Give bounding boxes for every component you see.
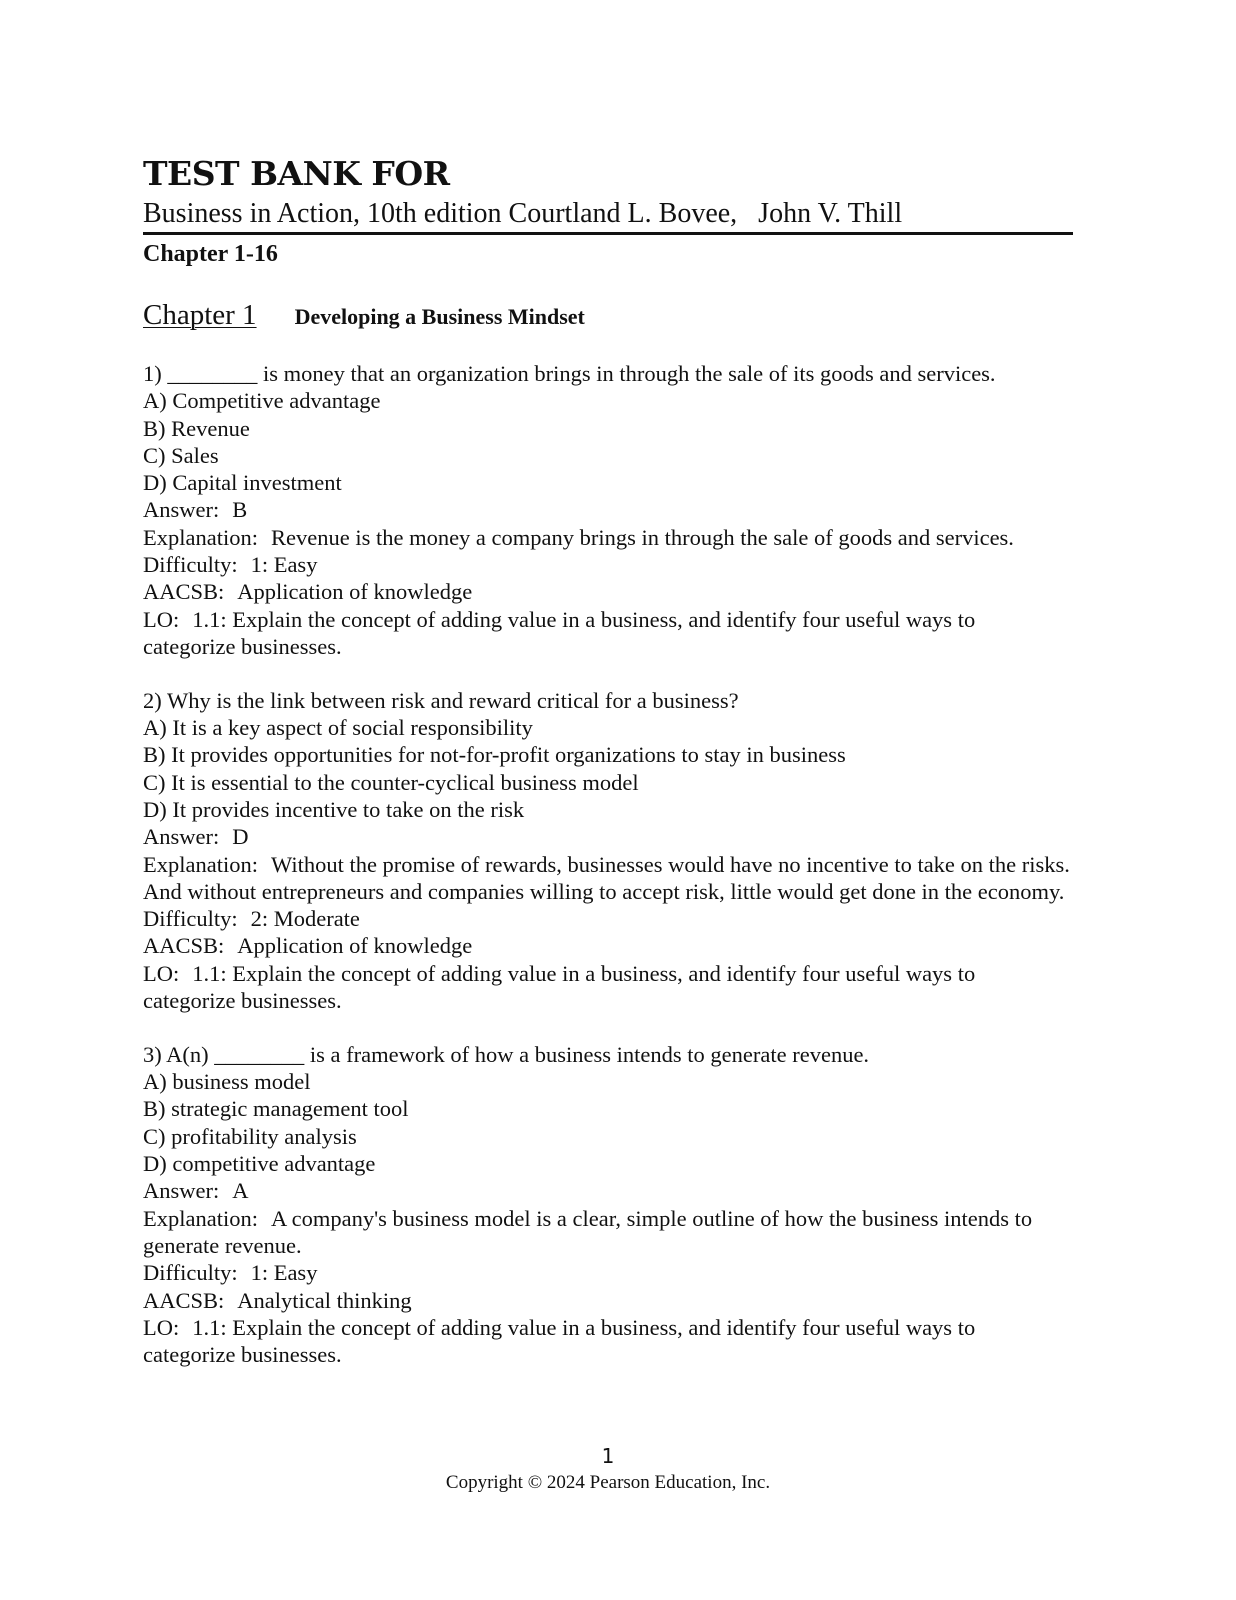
lo-label: LO:: [143, 1314, 180, 1340]
difficulty-label: Difficulty:: [143, 552, 238, 578]
aacsb-value: Application of knowledge: [237, 933, 473, 959]
explanation-label: Explanation:: [143, 851, 258, 877]
page-number: 1: [601, 1444, 615, 1468]
aacsb-label: AACSB:: [143, 1287, 225, 1313]
answer-line: [143, 1177, 1073, 1204]
question-stem: 1) ________ is money that an organization brings in through the sale of its goods and services.: [143, 361, 996, 386]
chapter-number: Chapter 1: [143, 299, 257, 331]
answer-line: [143, 496, 1073, 523]
difficulty-line: [143, 905, 1073, 932]
lo-label: LO:: [143, 606, 180, 632]
lo-line: [143, 960, 1073, 1015]
difficulty-line: [143, 1259, 1073, 1286]
question-stem: 3) A(n) ________ is a framework of how a business intends to generate revenue.: [143, 1041, 870, 1067]
chapter-heading: [143, 296, 585, 339]
aacsb-label: AACSB:: [143, 579, 225, 605]
answer-value: A: [232, 1178, 249, 1204]
book-subtitle: Business in Action, 10th edition Courtland L. Bovee, John V. Thill: [143, 196, 1073, 235]
document-title: TEST BANK FOR: [143, 154, 450, 193]
answer-option: C) Sales: [143, 442, 219, 468]
chapter-title: Developing a Business Mindset: [294, 304, 585, 329]
aacsb-line: [143, 932, 1073, 959]
question-item: [143, 360, 1073, 660]
lo-text: 1.1: Explain the concept of adding value in a business, and identify four useful ways to categorize businesses.: [143, 960, 976, 1014]
aacsb-label: AACSB:: [143, 933, 225, 959]
chapter-range: Chapter 1-16: [143, 241, 278, 267]
answer-option: B) strategic management tool: [143, 1096, 409, 1122]
answer-value: B: [232, 497, 248, 523]
difficulty-label: Difficulty:: [143, 1260, 238, 1286]
explanation-line: [143, 524, 1073, 551]
explanation-text: A company's business model is a clear, simple outline of how the business intends to generate revenue.: [143, 1205, 1033, 1258]
lo-line: [143, 1314, 1073, 1369]
lo-text: 1.1: Explain the concept of adding value in a business, and identify four useful ways to categorize businesses.: [143, 606, 976, 659]
document-page: [143, 0, 1073, 1600]
answer-option: A) It is a key aspect of social responsibility: [143, 715, 533, 741]
aacsb-line: [143, 578, 1073, 605]
answer-option: D) Capital investment: [143, 470, 342, 496]
answer-line: [143, 823, 1073, 850]
answer-option: D) competitive advantage: [143, 1151, 376, 1177]
explanation-line: [143, 1205, 1073, 1260]
lo-line: [143, 606, 1073, 661]
explanation-line: [143, 851, 1073, 906]
difficulty-value: 1: Easy: [250, 1260, 318, 1286]
difficulty-value: 2: Moderate: [250, 906, 360, 932]
copyright-notice: Copyright © 2024 Pearson Education, Inc.: [445, 1472, 771, 1493]
answer-option: B) Revenue: [143, 415, 250, 441]
explanation-label: Explanation:: [143, 524, 258, 550]
aacsb-value: Analytical thinking: [237, 1287, 412, 1313]
answer-option: C) It is essential to the counter-cyclical business model: [143, 769, 639, 795]
answer-label: Answer:: [143, 824, 220, 850]
answer-label: Answer:: [143, 497, 220, 523]
difficulty-label: Difficulty:: [143, 906, 238, 932]
lo-text: 1.1: Explain the concept of adding value in a business, and identify four useful ways to categorize businesses.: [143, 1314, 976, 1368]
page-footer: [143, 1442, 1073, 1496]
difficulty-value: 1: Easy: [250, 552, 318, 578]
explanation-text: Revenue is the money a company brings in through the sale of goods and services.: [270, 524, 1014, 550]
answer-option: D) It provides incentive to take on the risk: [143, 796, 525, 822]
difficulty-line: [143, 551, 1073, 578]
lo-label: LO:: [143, 960, 180, 986]
answer-option: A) business model: [143, 1069, 311, 1095]
explanation-label: Explanation:: [143, 1205, 258, 1231]
question-list: [143, 360, 1073, 1395]
answer-value: D: [232, 824, 249, 850]
answer-option: A) Competitive advantage: [143, 388, 381, 414]
explanation-text: Without the promise of rewards, businesses would have no incentive to take on the risks. And without entrepreneurs and companies willing to accept risk, little would get done in the economy.: [143, 851, 1070, 904]
answer-option: C) profitability analysis: [143, 1123, 357, 1149]
question-item: [143, 687, 1073, 1015]
answer-label: Answer:: [143, 1178, 220, 1204]
question-stem: 2) Why is the link between risk and reward critical for a business?: [143, 687, 739, 713]
aacsb-line: [143, 1287, 1073, 1314]
aacsb-value: Application of knowledge: [237, 579, 473, 605]
answer-option: B) It provides opportunities for not-for-profit organizations to stay in business: [143, 742, 846, 768]
question-item: [143, 1041, 1073, 1369]
